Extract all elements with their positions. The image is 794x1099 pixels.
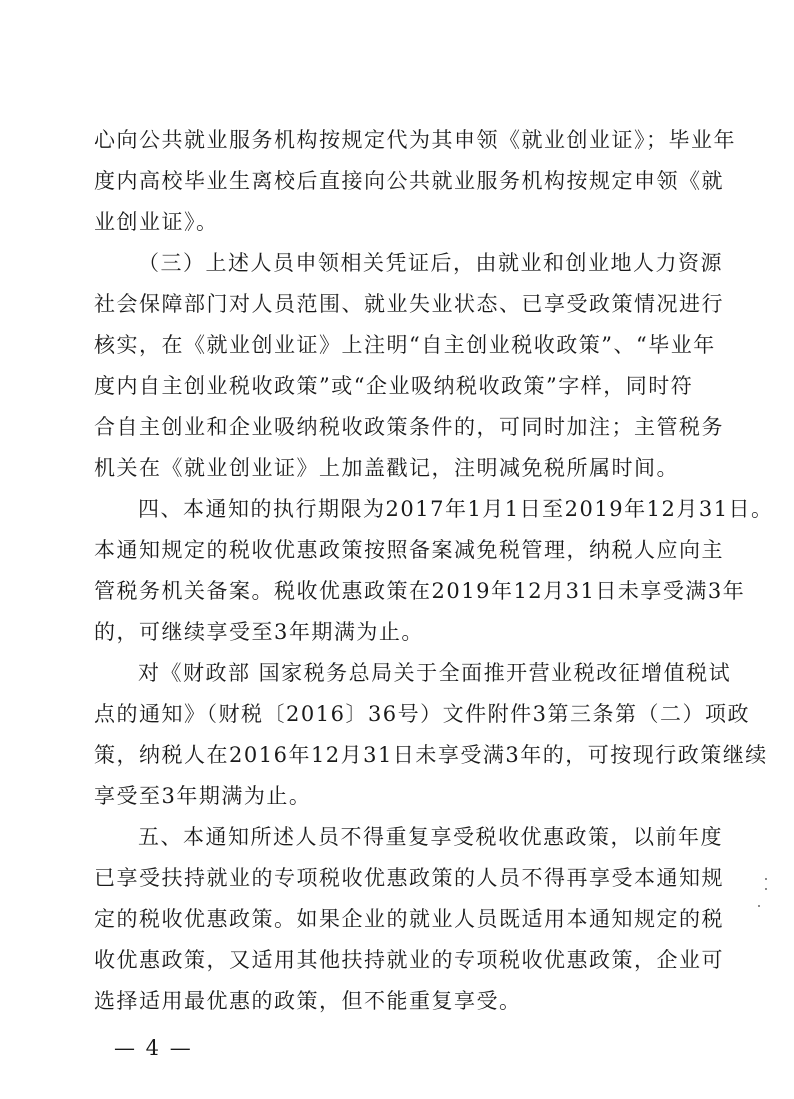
scan-speck <box>765 888 767 890</box>
text-line: 定的税收优惠政策。如果企业的就业人员既适用本通知规定的税 <box>94 907 724 931</box>
text-line: 合自主创业和企业吸纳税收政策条件的，可同时加注；主管税务 <box>94 415 724 439</box>
text-line: 点的通知》（财税〔2016〕36号）文件附件3第三条第（二）项政 <box>94 702 751 726</box>
text-line: （三）上述人员申领相关凭证后，由就业和创业地人力资源 <box>138 251 723 275</box>
text-line: 度内高校毕业生离校后直接向公共就业服务机构按规定申领《就 <box>94 169 724 193</box>
text-line: 度内自主创业税收政策”或“企业吸纳税收政策”字样，同时符 <box>94 374 694 398</box>
text-line: 收优惠政策，又适用其他扶持就业的专项税收优惠政策，企业可 <box>94 948 724 972</box>
page-number: — 4 — <box>114 1036 193 1060</box>
scan-speck <box>758 905 760 907</box>
text-line: 策，纳税人在2016年12月31日未享受满3年的，可按现行政策继续 <box>94 743 768 767</box>
text-line: 享受至3年期满为止。 <box>94 784 312 808</box>
text-line: 社会保障部门对人员范围、就业失业状态、已享受政策情况进行 <box>94 292 724 316</box>
text-line: 已享受扶持就业的专项税收优惠政策的人员不得再享受本通知规 <box>94 866 724 890</box>
text-line: 机关在《就业创业证》上加盖戳记，注明减免税所属时间。 <box>94 456 679 480</box>
text-line: 的，可继续享受至3年期满为止。 <box>94 620 424 644</box>
text-line: 心向公共就业服务机构按规定代为其申领《就业创业证》；毕业年 <box>94 128 736 152</box>
text-line: 五、本通知所述人员不得重复享受税收优惠政策，以前年度 <box>138 825 723 849</box>
scan-speck <box>765 878 767 880</box>
text-line: 四、本通知的执行期限为2017年1月1日至2019年12月31日。 <box>138 497 774 521</box>
text-line: 业创业证》。 <box>94 210 219 234</box>
text-line: 选择适用最优惠的政策，但不能重复享受。 <box>94 989 522 1013</box>
text-line: 核实，在《就业创业证》上注明“自主创业税收政策”、“毕业年 <box>94 333 716 357</box>
text-line: 本通知规定的税收优惠政策按照备案减免税管理，纳税人应向主 <box>94 538 724 562</box>
text-line: 管税务机关备案。税收优惠政策在2019年12月31日未享受满3年 <box>94 579 746 603</box>
text-line: 对《财政部 国家税务总局关于全面推开营业税改征增值税试 <box>138 661 732 685</box>
